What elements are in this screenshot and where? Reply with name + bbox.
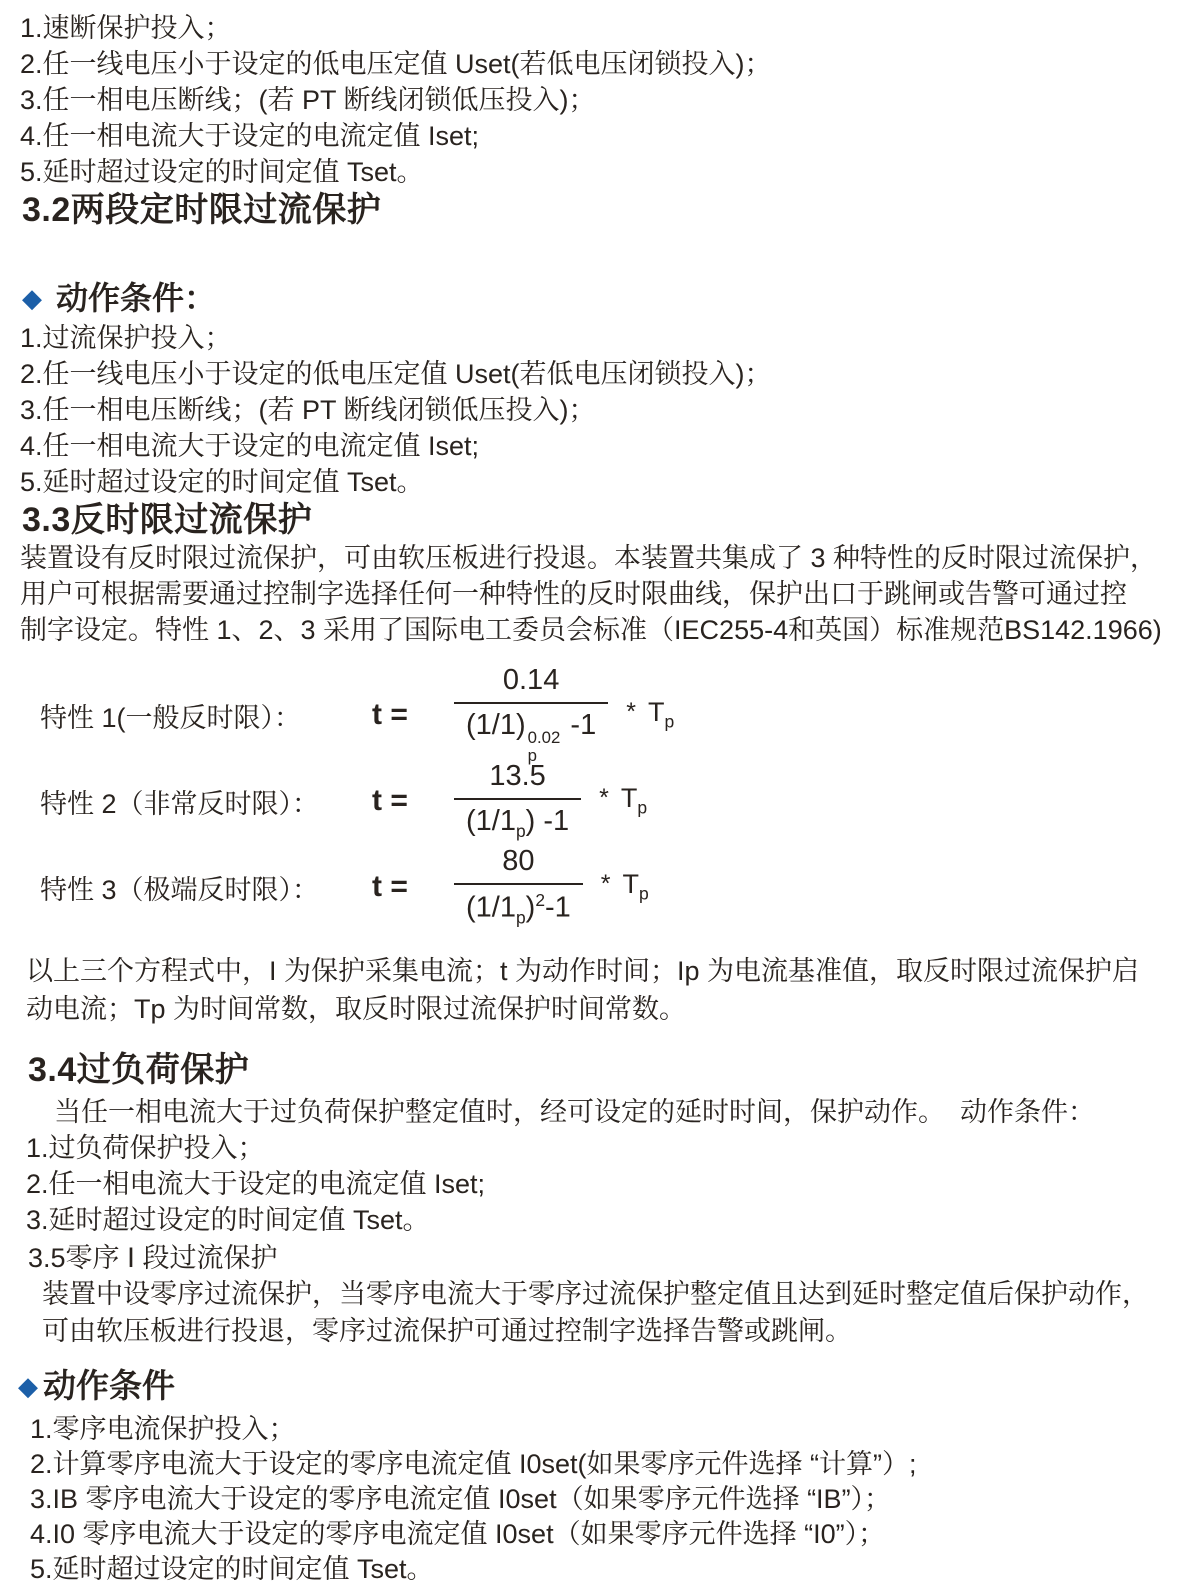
list-item: 3.IB 零序电流大于设定的零序电流定值 I0set（如果零序元件选择 “IB”）； [30,1484,892,1514]
formula-label: 特性 3（极端反时限）： [40,874,320,905]
den-tail: -1 [545,891,571,924]
list-item: 5.延时超过设定的时间定值 Tset。 [30,1554,434,1584]
fraction-numerator: 0.14 [502,664,560,697]
inverse-time-paragraph [20,540,1186,648]
fraction [454,845,583,928]
formula-lhs: t = [372,698,408,731]
multiply-sign: * [599,783,609,812]
paragraph-line: 以上三个方程式中，I 为保护采集电流；t 为动作时间；Ip 为电流基准值，取反时限过流保护启 [26,956,1140,986]
formula-label: 特性 2（非常反时限）： [40,788,320,819]
formula-label: 特性 1(一般反时限）： [40,702,302,733]
list-item: 4.I0 零序电流大于设定的零序电流定值 I0set（如果零序元件选择 “I0”）； [30,1519,886,1549]
den-subscript: p [527,746,537,766]
paragraph-line: 用户可根据需要通过控制字选择任何一种特性的反时限曲线，保护出口于跳闸或告警可通过控 [20,579,1127,609]
fraction [454,664,608,765]
subheading-label: 动作条件 [43,1367,175,1404]
section-heading-3-5: 3.5零序 Ⅰ 段过流保护 [28,1243,278,1273]
time-constant-factor [648,697,674,732]
action-conditions-heading-1 [22,278,1186,318]
factor-base: T [620,783,638,814]
section-heading-3-3: 3.3反时限过流保护 [22,501,313,539]
list-item: 1.过负荷保护投入； [26,1133,265,1163]
multiply-sign: * [626,697,636,726]
formula-characteristic-3 [40,844,1186,930]
paragraph-line: 装置中设零序过流保护，当零序电流大于零序过流保护整定值且达到延时整定值后保护动作， [42,1279,1149,1309]
list-item: 3.任一相电压断线；(若 PT 断线闭锁低压投入)； [20,395,596,425]
den-close: ) [525,805,536,838]
list-item: 5.延时超过设定的时间定值 Tset。 [20,467,424,497]
list-item: 4.任一相电流大于设定的电流定值 Iset; [20,431,480,461]
den-tail: -1 [562,709,597,742]
list-item: 1.过流保护投入； [20,323,232,353]
list-item: 2.计算零序电流大于设定的零序电流定值 I0set(如果零序元件选择 “计算”）; [30,1449,917,1479]
list-item: 1.速断保护投入； [20,13,232,43]
paragraph-line: 可由软压板进行投退，零序过流保护可通过控制字选择告警或跳闸。 [42,1316,852,1346]
factor-subscript: p [664,711,675,732]
zero-sequence-paragraph [42,1276,1186,1350]
action-conditions-heading-2 [18,1366,1186,1406]
section-heading-3-2: 3.2两段定时限过流保护 [22,191,382,229]
list-item: 3.任一相电压断线；(若 PT 断线闭锁低压投入)； [20,85,596,115]
time-constant-factor [621,783,647,818]
factor-subscript: p [637,797,648,818]
list-item: 2.任一线电压小于设定的低电压定值 Uset(若低电压闭锁投入)； [20,49,772,79]
diamond-bullet-icon: ◆ [18,1371,38,1401]
list-item: 5.延时超过设定的时间定值 Tset。 [20,157,424,187]
den-close: ) [525,891,536,924]
speed-break-conditions-list [18,10,1186,190]
den-superscript: 2 [535,890,545,911]
formula-lhs: t = [372,784,408,817]
overload-intro-line: 当任一相电流大于过负荷保护整定值时，经可设定的延时时间，保护动作。 动作条件： [54,1097,1096,1127]
list-item: 2.任一线电压小于设定的低电压定值 Uset(若低电压闭锁投入)； [20,359,772,389]
multiply-sign: * [600,869,611,898]
factor-subscript: p [639,883,649,904]
list-item: 4.任一相电流大于设定的电流定值 Iset; [20,121,480,151]
den-base: (1/1) [466,709,526,742]
paragraph-line: 制字设定。特性 1、2、3 采用了国际电工委员会标准（IEC255-4和英国）标准规范BS142.1966) [20,615,1162,645]
den-subscript: p [515,907,526,928]
subheading-label: 动作条件： [56,280,217,316]
overload-conditions-list [26,1130,1186,1238]
formula-explanation-paragraph [26,952,1186,1028]
overcurrent-conditions-list [18,320,1186,500]
time-constant-factor [623,869,649,904]
paragraph-line: 动电流；Tp 为时间常数，取反时限过流保护时间常数。 [26,994,687,1024]
zero-sequence-conditions-list [30,1412,1186,1587]
list-item: 2.任一相电流大于设定的电流定值 Iset; [26,1169,486,1199]
list-item: 1.零序电流保护投入； [30,1414,296,1444]
formula-lhs: t = [372,870,408,903]
fraction-denominator [454,702,608,765]
formula-characteristic-1 [40,664,1186,766]
factor-base: T [622,869,640,900]
fraction-numerator: 13.5 [489,760,546,793]
factor-base: T [647,697,665,728]
fraction [454,760,581,842]
den-subscript: p [515,820,526,841]
paragraph-line: 装置设有反时限过流保护，可由软压板进行投退。本装置共集成了 3 种特性的反时限过流保护， [20,543,1158,573]
diamond-bullet-icon: ◆ [22,283,42,313]
formula-characteristic-2 [40,758,1186,844]
fraction-numerator: 80 [502,845,535,878]
list-item: 3.延时超过设定的时间定值 Tset。 [26,1205,430,1235]
section-heading-3-4: 3.4过负荷保护 [28,1051,250,1089]
den-base: (1/1 [466,805,516,838]
fraction-denominator [454,883,583,928]
den-tail: -1 [535,805,570,838]
den-superscript: 0.02 [527,727,561,747]
fraction-denominator [454,798,581,842]
den-base: (1/1 [466,891,516,924]
